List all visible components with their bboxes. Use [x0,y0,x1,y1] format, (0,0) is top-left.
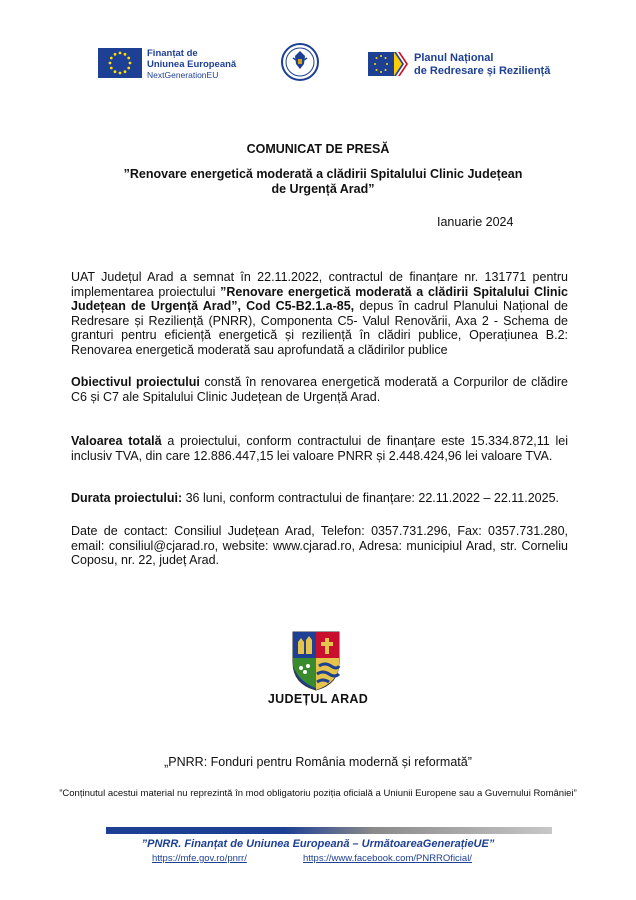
header-logos [0,40,636,100]
paragraph-objective [71,375,568,404]
eu-logo-line3: NextGenerationEU [147,70,219,80]
p2-label: Obiectivul proiectului [71,375,200,389]
disclaimer-text: ”Conținutul acestui material nu reprezintă în mod obligatoriu poziția oficială a Uniunii Europene sau a Guvernului României” [59,788,577,799]
paragraph-contact: Date de contact: Consiliul Județean Arad, Telefon: 0357.731.296, Fax: 0357.731.280, email: consiliul@cjarad.ro, website: www.cjarad.ro, Adresa: municipiul Arad, str. Corneliu Coposu, nr. 22, județ Arad. [71,524,568,568]
pnrr-logo-line2: de Redresare și Reziliență [414,65,551,77]
eu-logo-line1: Finanțat de [147,48,198,59]
pnrr-motto: „PNRR: Fonduri pentru România modernă și reformată” [164,755,472,769]
eu-logo-line2: Uniunea Europeană [147,59,237,70]
paragraph-duration [71,491,568,506]
pnrr-logo-line1: Planul Național [414,52,494,64]
p1-text-a: UAT Județul Arad a semnat în 22.11.2022, contractul de finanțare nr. 131771 pentru implementarea proiectului [71,270,568,299]
pnrr-flag-icon [366,50,410,78]
footer-title: ”PNRR. Finanțat de Uniunea Europeană – UrmătoareaGenerațieUE” [141,838,495,850]
romanian-government-emblem-icon [280,42,320,82]
paragraph-contract [71,270,568,358]
p1-text-bold: ”Renovare energetică moderată a clădirii Spitalului Clinic Județean de Urgență Arad”, Cod C5-B2.1.a-85, [71,284,568,314]
eu-flag-icon [98,48,142,78]
p4-text: 36 luni, conform contractului de finanțare: 22.11.2022 – 22.11.2025. [182,491,560,505]
paragraph-value [71,434,568,463]
project-title: ”Renovare energetică moderată a clădirii Spitalului Clinic Județean de Urgență Arad” [123,167,523,196]
p3-text: a proiectului, conform contractului de finanțare este 15.334.872,11 lei inclusiv TVA, din care 12.886.447,15 lei valoare PNRR și 2.448.424,96 lei valoare TVA. [71,434,568,463]
p4-label: Durata proiectului: [71,491,183,505]
p3-label: Valoarea totală [71,434,162,448]
p2-text: constă în renovarea energetică moderată a Corpurilor de clădire C6 și C7 ale Spitalului Clinic Județean de Urgență Arad. [71,375,568,404]
arad-county-crest-icon [283,628,349,692]
mfe-pnrr-link[interactable]: https://mfe.gov.ro/pnrr/ [152,853,247,864]
p1-text-c: depus în cadrul Planului Național de Redresare și Reziliență (PNRR), Componenta C5- Valul Renovării, Axa 2 - Schema de granturi pentru eficiență energetică și reziliență în clădiri publice, Operațiunea B.2: Renovarea energetică moderată sau aprofundată a clădirilor publice [71,299,568,357]
press-release-title: COMUNICAT DE PRESĂ [246,142,390,156]
release-date: Ianuarie 2024 [437,215,514,229]
footer-divider-bar [106,827,552,834]
county-name: JUDEȚUL ARAD [267,692,369,706]
facebook-pnrr-link[interactable]: https://www.facebook.com/PNRROficial/ [303,853,472,864]
